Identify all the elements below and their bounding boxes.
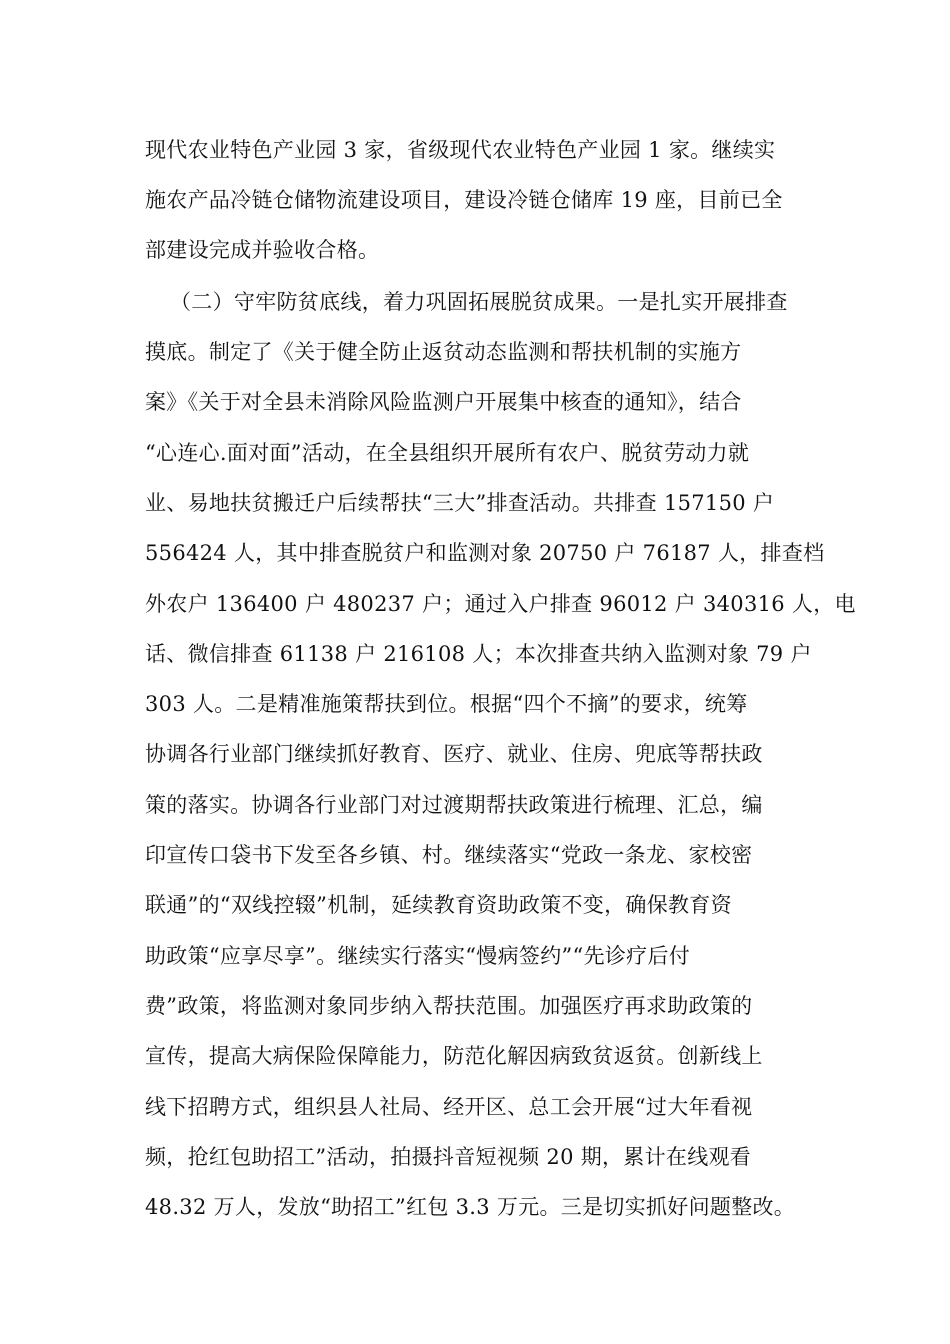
text-line-19: 宣传，提高大病保险保障能力，防范化解因病致贫返贫。创新线上 xyxy=(145,1044,763,1068)
text-line-5: 摸底。制定了《关于健全防止返贫动态监测和帮扶机制的实施方 xyxy=(145,340,742,364)
text-line-16: 联通”的“双线控辍”机制，延续教育资助政策不变，确保教育资 xyxy=(145,893,732,917)
text-line-2: 施农产品冷链仓储物流建设项目，建设冷链仓储库 19 座，目前已全 xyxy=(145,188,783,212)
text-line-12: 303 人。二是精准施策帮扶到位。根据“四个不摘”的要求，统筹 xyxy=(145,692,748,716)
text-line-15: 印宣传口袋书下发至各乡镇、村。继续落实“党政一条龙、家校密 xyxy=(145,843,753,867)
text-line-11: 话、微信排查 61138 户 216108 人；本次排查共纳入监测对象 79 户 xyxy=(145,642,812,666)
text-line-9: 556424 人，其中排查脱贫户和监测对象 20750 户 76187 人，排查档 xyxy=(145,541,825,565)
text-line-13: 协调各行业部门继续抓好教育、医疗、就业、住房、兜底等帮扶政 xyxy=(145,742,763,766)
text-line-4: （二）守牢防贫底线，着力巩固拓展脱贫成果。一是扎实开展排查 xyxy=(170,290,788,314)
text-line-17: 助政策“应享尽享”。继续实行落实“慢病签约”“先诊疗后付 xyxy=(145,944,691,968)
text-line-18: 费”政策，将监测对象同步纳入帮扶范围。加强医疗再求助政策的 xyxy=(145,994,753,1018)
text-line-20: 线下招聘方式，组织县人社局、经开区、总工会开展“过大年看视 xyxy=(145,1095,753,1119)
text-line-3: 部建设完成并验收合格。 xyxy=(145,238,380,262)
text-line-14: 策的落实。协调各行业部门对过渡期帮扶政策进行梳理、汇总，编 xyxy=(145,793,763,817)
text-line-21: 频，抢红包助招工”活动，拍摄抖音短视频 20 期，累计在线观看 xyxy=(145,1145,752,1169)
text-line-10: 外农户 136400 户 480237 户；通过入户排查 96012 户 340316 人，电 xyxy=(145,592,856,616)
text-line-1: 现代农业特色产业园 3 家，省级现代农业特色产业园 1 家。继续实 xyxy=(145,138,776,162)
text-line-22: 48.32 万人，发放“助招工”红包 3.3 万元。三是切实抓好问题整改。 xyxy=(145,1195,796,1219)
text-line-7: “心连心.面对面”活动，在全县组织开展所有农户、脱贫劳动力就 xyxy=(145,441,750,465)
text-line-8: 业、易地扶贫搬迁户后续帮扶“三大”排查活动。共排查 157150 户 xyxy=(145,491,775,515)
text-line-6: 案》《关于对全县未消除风险监测户开展集中核查的通知》，结合 xyxy=(145,390,742,414)
